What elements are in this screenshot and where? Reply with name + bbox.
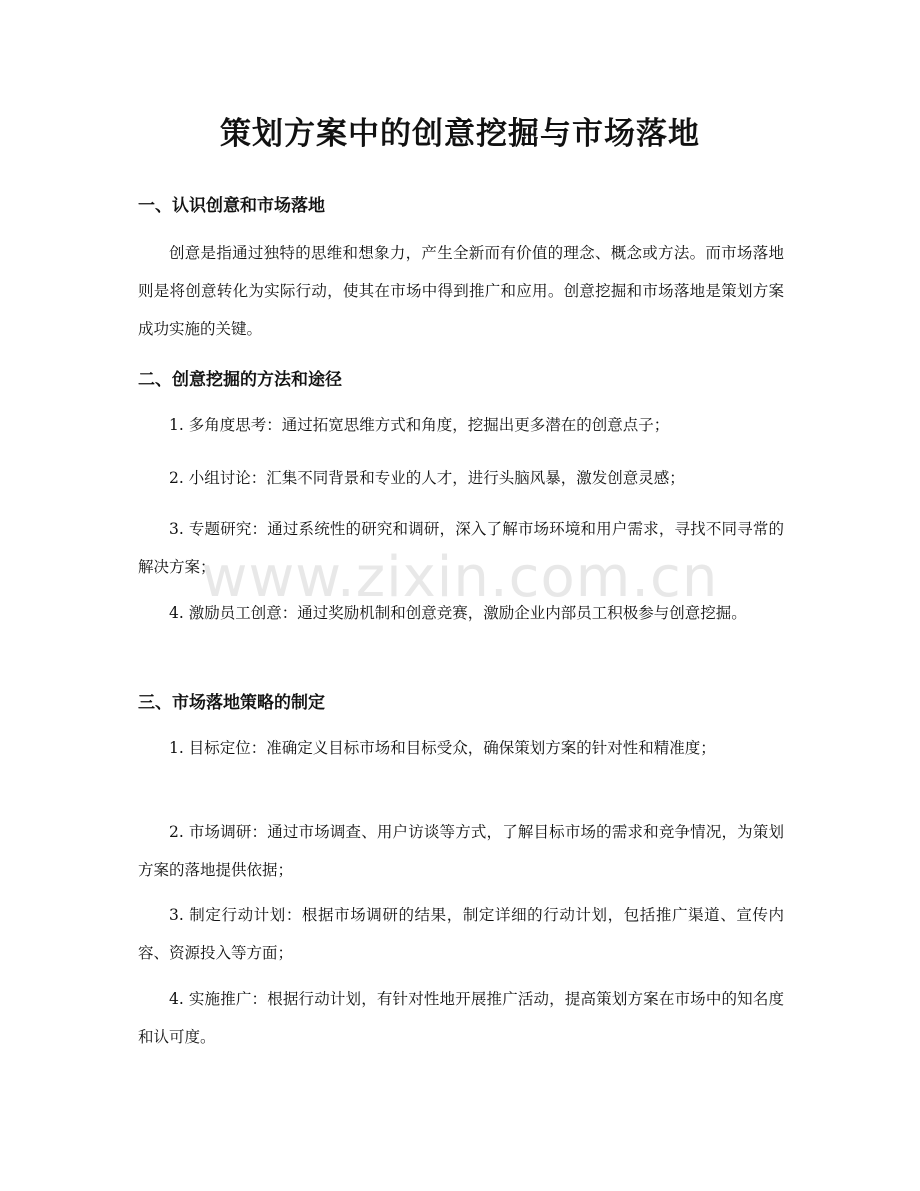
section-3-item-1: 1. 目标定位：准确定义目标市场和目标受众，确保策划方案的针对性和精准度； bbox=[169, 739, 716, 757]
section-heading-1: 一、认识创意和市场落地 bbox=[138, 196, 325, 216]
section-heading-2: 二、创意挖掘的方法和途径 bbox=[138, 370, 342, 390]
page-title: 策划方案中的创意挖掘与市场落地 bbox=[220, 116, 700, 152]
section-3-item-4: 4. 实施推广：根据行动计划，有针对性地开展推广活动，提高策划方案在市场中的知名度和认可度。 bbox=[138, 990, 784, 1046]
section-heading-3: 三、市场落地策略的制定 bbox=[138, 693, 325, 713]
section-3-item-3: 3. 制定行动计划：根据市场调研的结果，制定详细的行动计划，包括推广渠道、宣传内容、资源投入等方面； bbox=[138, 906, 784, 962]
section-2-item-4: 4. 激励员工创意：通过奖励机制和创意竞赛，激励企业内部员工积极参与创意挖掘。 bbox=[169, 604, 747, 622]
section-2-item-1: 1. 多角度思考：通过拓宽思维方式和角度，挖掘出更多潜在的创意点子； bbox=[169, 416, 670, 434]
section-2-item-3: 3. 专题研究：通过系统性的研究和调研，深入了解市场环境和用户需求，寻找不同寻常的解决方案； bbox=[138, 520, 784, 576]
section-3-item-2: 2. 市场调研：通过市场调查、用户访谈等方式，了解目标市场的需求和竞争情况，为策划方案的落地提供依据； bbox=[138, 823, 784, 879]
section-1-paragraph: 创意是指通过独特的思维和想象力，产生全新而有价值的理念、概念或方法。而市场落地则是将创意转化为实际行动，使其在市场中得到推广和应用。创意挖掘和市场落地是策划方案成功实施的关键。 bbox=[138, 244, 784, 338]
watermark: www.zixin.com.cn bbox=[201, 545, 719, 610]
section-2-item-2: 2. 小组讨论：汇集不同背景和专业的人才，进行头脑风暴，激发创意灵感； bbox=[169, 469, 685, 487]
